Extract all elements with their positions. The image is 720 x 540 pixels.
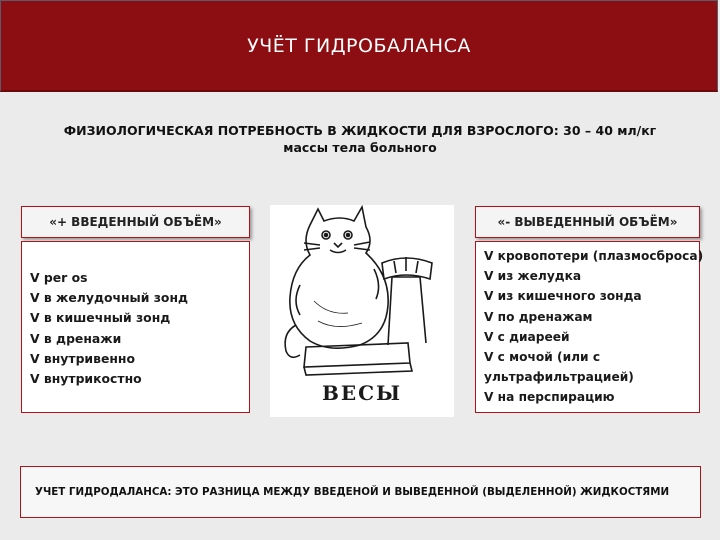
list-item: V из желудка xyxy=(484,269,582,284)
input-volume-list xyxy=(21,241,250,413)
list-item: V кровопотери (плазмосброса) xyxy=(484,249,704,263)
illustration-caption: ВЕСЫ xyxy=(321,381,403,405)
cat-on-scales-illustration xyxy=(270,205,454,417)
summary-footer xyxy=(20,466,701,518)
summary-text: УЧЕТ ГИДРОДАЛАНСА: ЭТО РАЗНИЦА МЕЖДУ ВВЕДЕНОЙ И ВЫВЕДЕННОЙ (ВЫДЕЛЕННОЙ) ЖИДКОСТЯМИ xyxy=(35,486,670,498)
title-bar xyxy=(0,0,718,92)
list-item: V из кишечного зонда xyxy=(484,289,642,304)
list-item: V внутрикостно xyxy=(30,371,142,387)
input-volume-header xyxy=(21,206,250,238)
list-item: V в дренажи xyxy=(30,330,122,346)
list-item: V в желудочный зонд xyxy=(30,290,189,306)
list-item: V внутривенно xyxy=(30,350,135,366)
page-title: УЧЁТ ГИДРОБАЛАНСА xyxy=(247,34,471,57)
output-volume-list xyxy=(475,241,704,413)
subtitle-line-1: ФИЗИОЛОГИЧЕСКАЯ ПОТРЕБНОСТЬ В ЖИДКОСТИ ДЛЯ ВЗРОСЛОГО: 30 – 40 мл/кг xyxy=(63,123,657,138)
list-item: V в кишечный зонд xyxy=(30,310,171,326)
list-item: V с диареей xyxy=(484,329,570,344)
output-volume-header xyxy=(475,206,700,238)
subtitle xyxy=(20,122,700,156)
list-item: V на перспирацию xyxy=(484,390,615,405)
output-volume-title: «- ВЫВЕДЕННЫЙ ОБЪЁМ» xyxy=(497,215,678,229)
list-item: V с мочой (или с ультрафильтрацией) xyxy=(484,350,634,385)
list-item: V по дренажам xyxy=(484,309,593,324)
input-volume-title: «+ ВВЕДЕННЫЙ ОБЪЁМ» xyxy=(49,215,222,229)
list-item: V per os xyxy=(30,270,88,285)
subtitle-line-2: массы тела больного xyxy=(283,140,437,155)
